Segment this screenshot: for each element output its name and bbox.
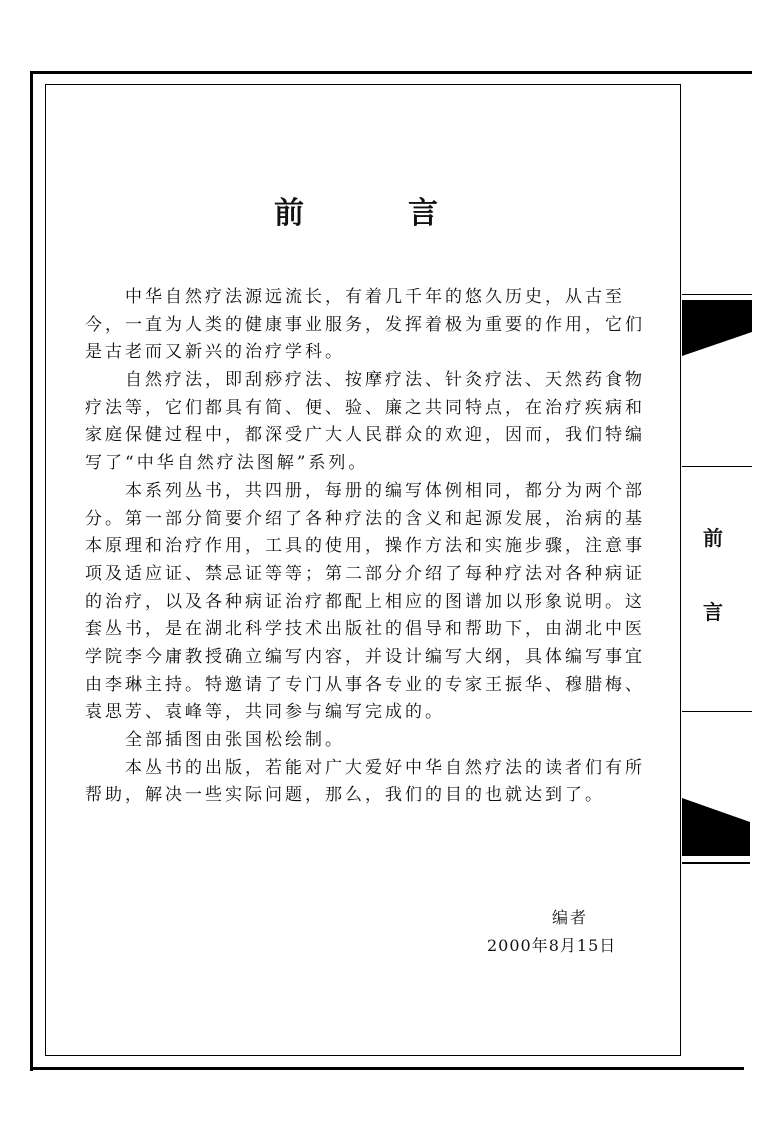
text-line: 的治疗，以及各种病证治疗都配上相应的图谱加以形象说明。这 <box>85 591 645 612</box>
tab-wedge-top <box>682 300 752 360</box>
side-tab-char: 言 <box>703 600 723 624</box>
text-line: 帮助，解决一些实际问题，那么，我们的目的也就达到了。 <box>85 785 605 806</box>
text-line: 全部插图由张国松绘制。 <box>125 730 345 750</box>
paragraph <box>85 367 665 478</box>
text-line: 本原理和治疗作用，工具的使用，操作方法和实施步骤，注意事 <box>85 536 645 557</box>
text-line: 分。第一部分简要介绍了各种疗法的含义和起源发展，治病的基 <box>85 508 645 529</box>
text-line: 中华自然疗法源远流长，有着几千年的悠久历史，从古至 <box>125 287 625 307</box>
page-title <box>0 188 690 231</box>
text-line: 是古老而又新兴的治疗学科。 <box>85 342 345 363</box>
text-line: 项及适应证、禁忌证等等；第二部分介绍了每种疗法对各种病证 <box>85 563 645 584</box>
side-tab-char: 前 <box>703 526 723 550</box>
text-line: 写了“中华自然疗法图解”系列。 <box>85 453 369 474</box>
paragraph <box>85 755 665 810</box>
date: 2000年8月15日 <box>487 936 617 955</box>
tab-divider <box>682 466 752 467</box>
text-line: 本丛书的出版，若能对广大爱好中华自然疗法的读者们有所 <box>125 757 645 778</box>
paragraph <box>85 727 665 755</box>
tab-divider <box>682 294 752 295</box>
title-char: 言 <box>408 196 438 231</box>
tab-wedge-bottom <box>682 798 750 860</box>
bottom-border <box>30 1067 744 1070</box>
text-line: 家庭保健过程中，都深受广大人民群众的欢迎，因而，我们特编 <box>85 425 645 446</box>
text-line: 本系列丛书，共四册，每册的编写体例相同，都分为两个部 <box>125 480 645 501</box>
preface-body <box>85 284 665 810</box>
text-line: 由李琳主持。特邀请了专门从事各专业的专家王振华、穆腊梅、 <box>85 674 645 695</box>
text-line: 今，一直为人类的健康事业服务，发挥着极为重要的作用，它们 <box>85 314 645 335</box>
tab-divider <box>682 862 750 864</box>
text-line: 袁思芳、袁峰等，共同参与编写完成的。 <box>85 702 445 723</box>
paragraph <box>85 284 665 367</box>
tab-divider <box>682 711 752 712</box>
text-line: 自然疗法，即刮痧疗法、按摩疗法、针灸疗法、天然药食物 <box>125 370 645 391</box>
paragraph <box>85 478 665 727</box>
text-line: 套丛书，是在湖北科学技术出版社的倡导和帮助下，由湖北中医 <box>85 619 645 640</box>
top-border <box>30 71 752 74</box>
text-line: 疗法等，它们都具有简、便、验、廉之共同特点，在治疗疾病和 <box>85 397 645 418</box>
author-signature: 编者 <box>552 908 589 927</box>
text-line: 学院李今庸教授确立编写内容，并设计编写大纲，具体编写事宜 <box>85 646 645 667</box>
title-char: 前 <box>274 196 304 231</box>
